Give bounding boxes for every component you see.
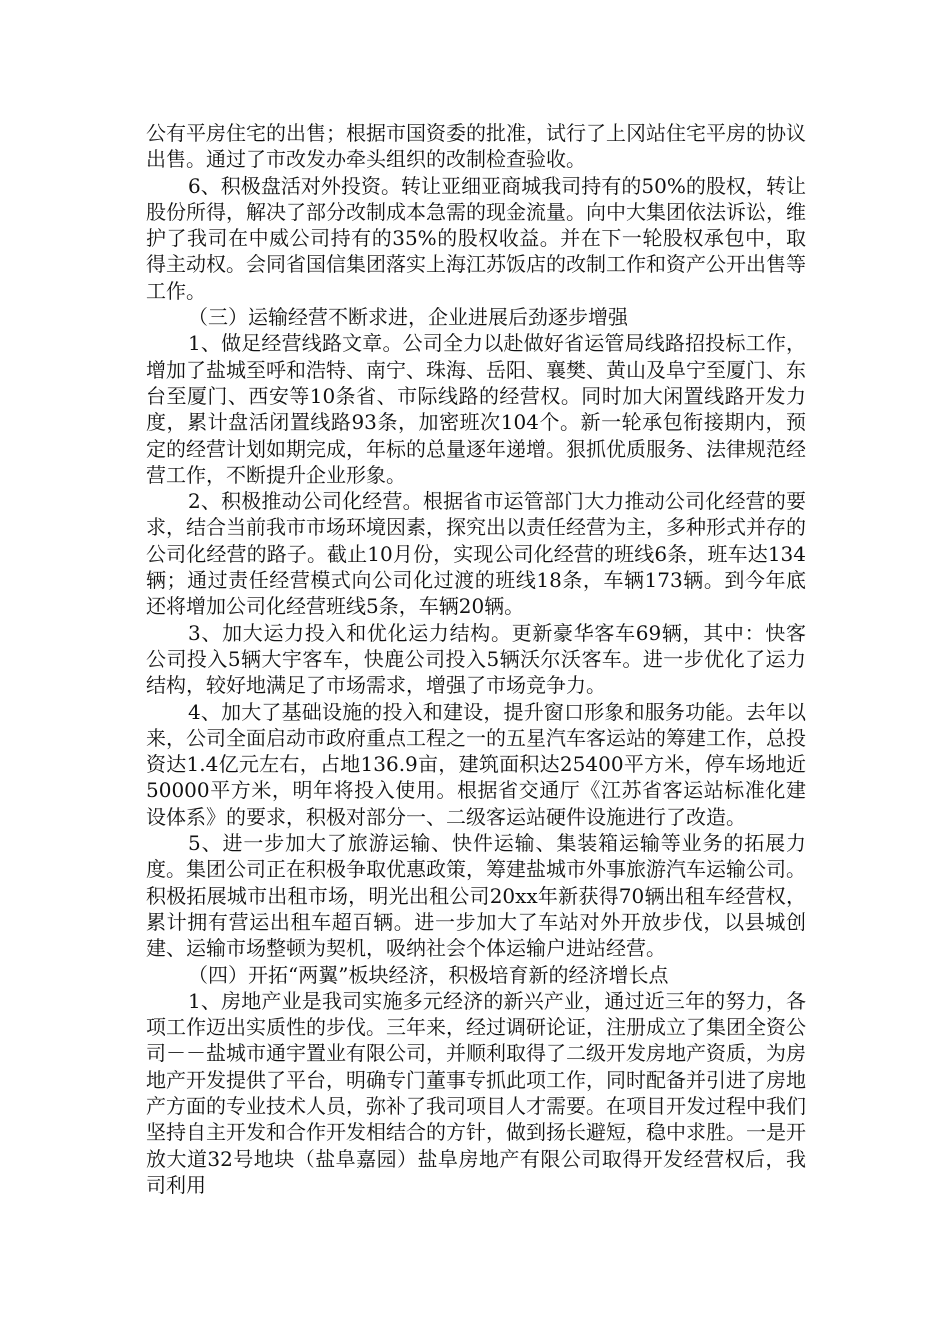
paragraph-item-3: 3、加大运力投入和优化运力结构。更新豪华客车69辆，其中：快客公司投入5辆大宇客车，快鹿公司投入5辆沃尔沃客车。进一步优化了运力结构，较好地满足了市场需求，增强了市场竞争力。 bbox=[146, 620, 806, 698]
paragraph-item-2: 2、积极推动公司化经营。根据省市运管部门大力推动公司化经营的要求，结合当前我市市场环境因素，探究出以责任经营为主，多种形式并存的公司化经营的路子。截止10月份，实现公司化经营的班线6条，班车达134辆；通过责任经营模式向公司化过渡的班线18条，车辆173辆。到今年底还将增加公司化经营班线5条，车辆20辆。 bbox=[146, 489, 806, 619]
paragraph-item-4: 4、加大了基础设施的投入和建设，提升窗口形象和服务功能。去年以来，公司全面启动市政府重点工程之一的五星汽车客运站的筹建工作，总投资达1.4亿元左右，占地136.9亩，建筑面积达25400平方米，停车场地近50000平方米，明年将投入使用。根据省交通厅《江苏省客运站标准化建设体系》的要求，积极对部分一、二级客运站硬件设施进行了改造。 bbox=[146, 699, 806, 829]
paragraph-item-1: 1、做足经营线路文章。公司全力以赴做好省运管局线路招投标工作，增加了盐城至呼和浩特、南宁、珠海、岳阳、襄樊、黄山及阜宁至厦门、东台至厦门、西安等10条省、市际线路的经营权。同时加大闲置线路开发力度，累计盘活闭置线路93条，加密班次104个。新一轮承包衔接期内，预定的经营计划如期完成，年标的总量逐年递增。狠抓优质服务、法律规范经营工作，不断提升企业形象。 bbox=[146, 331, 806, 487]
section-heading-4: （四）开拓“两翼”板块经济，积极培育新的经济增长点 bbox=[188, 962, 669, 987]
paragraph-item-5: 5、进一步加大了旅游运输、快件运输、集装箱运输等业务的拓展力度。集团公司正在积极争取优惠政策，筹建盐城市外事旅游汽车运输公司。积极拓展城市出租市场，明光出租公司20xx年新获得70辆出租车经营权，累计拥有营运出租车超百辆。进一步加大了车站对外开放步伐，以县城创建、运输市场整顿为契机，吸纳社会个体运输户进站经营。 bbox=[146, 831, 806, 961]
paragraph-real-estate: 1、房地产业是我司实施多元经济的新兴产业，通过近三年的努力，各项工作迈出实质性的步伐。三年来，经过调研论证，注册成立了集团全资公司－－盐城市通宇置业有限公司，并顺利取得了二级开发房地产资质，为房地产开发提供了平台，明确专门董事专抓此项工作，同时配备并引进了房地产方面的专业技术人员，弥补了我司项目人才需要。在项目开发过程中我们坚持自主开发和合作开发相结合的方针，做到扬长避短，稳中求胜。一是开放大道32号地块（盐阜嘉园）盐阜房地产有限公司取得开发经营权后，我司利用 bbox=[146, 988, 806, 1197]
paragraph-continuation: 公有平房住宅的出售；根据市国资委的批准，试行了上冈站住宅平房的协议出售。通过了市改发办牵头组织的改制检查验收。 bbox=[146, 121, 806, 172]
document-body bbox=[146, 120, 806, 1198]
paragraph-item-6: 6、积极盘活对外投资。转让亚细亚商城我司持有的50%的股权，转让股份所得，解决了部分改制成本急需的现金流量。向中大集团依法诉讼，维护了我司在中威公司持有的35%的股权收益。并在下一轮股权承包中，取得主动权。会同省国信集团落实上海江苏饭店的改制工作和资产公开出售等工作。 bbox=[146, 173, 806, 303]
section-heading-3: （三）运输经营不断求进，企业进展后劲逐步增强 bbox=[188, 305, 628, 330]
